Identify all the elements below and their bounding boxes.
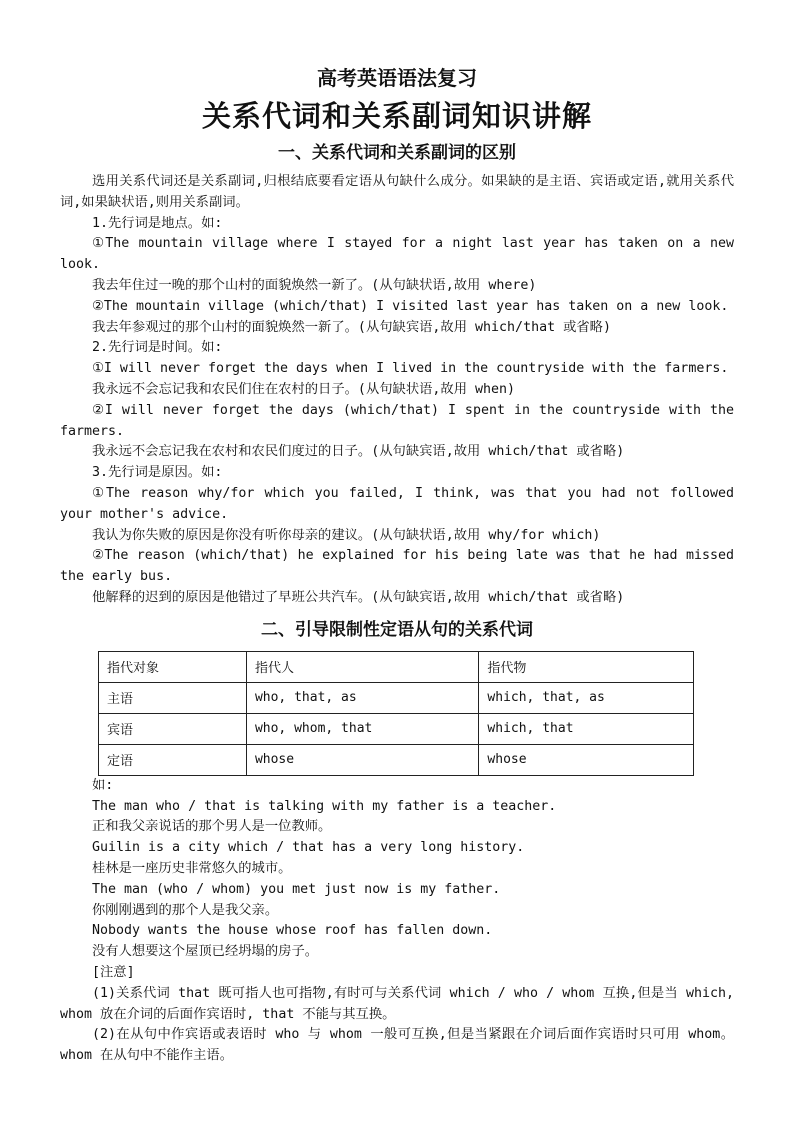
section1-heading: 一、关系代词和关系副词的区别 [278, 143, 516, 163]
note-item-1: (1)关系代词 that 既可指人也可指物,有时可与关系代词 which / who / whom 互换,但是当 which, whom 放在介词的后面作宾语时, that 不能与其互换。 [60, 985, 734, 1022]
section2-example: The man (who / whom) you met just now is my father. [92, 881, 501, 897]
section2-example: Guilin is a city which / that has a very long history. [92, 840, 525, 856]
table-row [99, 744, 694, 775]
table-row [99, 713, 694, 744]
section2-example: Nobody wants the house whose roof has fallen down. [92, 923, 493, 939]
doc-main-title: 关系代词和关系副词知识讲解 [201, 99, 592, 133]
section1-example: ②I will never forget the days (which/that) I spent in the countryside with the farmers. [60, 402, 734, 439]
table-cell: 宾语 [99, 713, 247, 744]
section1-point1: 1.先行词是地点。如: [92, 215, 223, 231]
examples-lead: 如: [92, 777, 114, 793]
section2-heading: 二、引导限制性定语从句的关系代词 [261, 619, 533, 640]
note-item-2: (2)在从句中作宾语或表语时 who 与 whom 一般可互换,但是当紧跟在介词后面作宾语时只可用 whom。whom 在从句中不能作主语。 [60, 1027, 734, 1064]
table-header-cell: 指代对象 [99, 651, 247, 682]
document-page [60, 64, 734, 1067]
section1-example: ①The mountain village where I stayed for a night last year has taken on a new look. [60, 236, 734, 273]
table-cell: whose [246, 744, 478, 775]
relative-pronoun-table [98, 651, 694, 776]
section1-example: ②The mountain village (which/that) I visited last year has taken on a new look. [92, 298, 729, 314]
table-header-cell: 指代人 [246, 651, 478, 682]
table-row [99, 682, 694, 713]
table-header-cell: 指代物 [479, 651, 694, 682]
section1-translation: 我永远不会忘记我和农民们住在农村的日子。(从句缺状语,故用 when) [92, 381, 516, 397]
section1-translation: 我去年住过一晚的那个山村的面貌焕然一新了。(从句缺状语,故用 where) [92, 277, 537, 293]
table-cell: who, whom, that [246, 713, 478, 744]
section1-translation: 他解释的迟到的原因是他错过了早班公共汽车。(从句缺宾语,故用 which/that 或省略) [92, 589, 625, 605]
table-header-row [99, 651, 694, 682]
section2-translation: 桂林是一座历史非常悠久的城市。 [92, 860, 292, 876]
section1-example: ①I will never forget the days when I lived in the countryside with the farmers. [92, 361, 729, 377]
section1-translation: 我去年参观过的那个山村的面貌焕然一新了。(从句缺宾语,故用 which/that 或省略) [92, 319, 611, 335]
table-cell: which, that, as [479, 682, 694, 713]
note-label: [注意] [92, 964, 135, 980]
table-cell: 定语 [99, 744, 247, 775]
section1-translation: 我认为你失败的原因是你没有听你母亲的建议。(从句缺状语,故用 why/for which) [92, 527, 601, 543]
section1-example: ①The reason why/for which you failed, I think, was that you had not followed your mother's advice. [60, 485, 734, 522]
section1-example: ②The reason (which/that) he explained for his being late was that he had missed the early bus. [60, 548, 734, 585]
section1-point3: 3.先行词是原因。如: [92, 465, 223, 481]
section1-point2: 2.先行词是时间。如: [92, 340, 223, 356]
table-cell: 主语 [99, 682, 247, 713]
doc-subject-title: 高考英语语法复习 [317, 66, 477, 90]
section1-translation: 我永远不会忘记我在农村和农民们度过的日子。(从句缺宾语,故用 which/that 或省略) [92, 444, 625, 460]
section2-translation: 正和我父亲说话的那个男人是一位教师。 [92, 819, 332, 835]
section2-translation: 你刚刚遇到的那个人是我父亲。 [92, 902, 279, 918]
table-cell: who, that, as [246, 682, 478, 713]
table-cell: which, that [479, 713, 694, 744]
section2-translation: 没有人想要这个屋顶已经坍塌的房子。 [92, 944, 319, 960]
table-cell: whose [479, 744, 694, 775]
section2-example: The man who / that is talking with my father is a teacher. [92, 798, 557, 814]
section1-intro: 选用关系代词还是关系副词,归根结底要看定语从句缺什么成分。如果缺的是主语、宾语或定语,就用关系代词,如果缺状语,则用关系副词。 [60, 174, 734, 210]
